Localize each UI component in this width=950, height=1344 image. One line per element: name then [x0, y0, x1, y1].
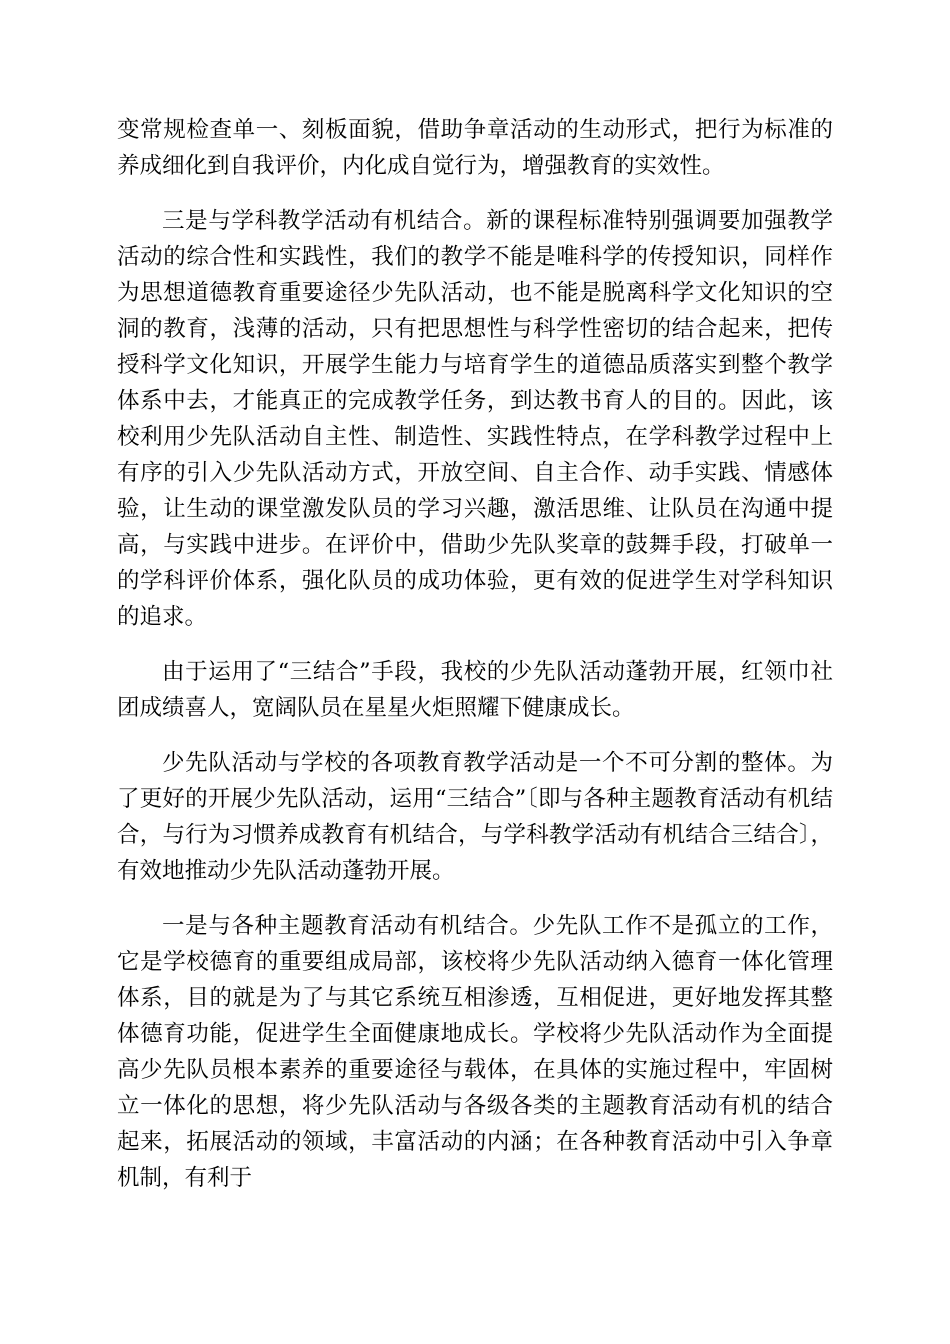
paragraph-continuation: 变常规检查单一、刻板面貌，借助争章活动的生动形式，把行为标准的养成细化到自我评价，内化成自觉行为，增强教育的实效性。	[117, 117, 833, 179]
paragraph-subject-integration: 三是与学科教学活动有机结合。新的课程标准特别强调要加强教学活动的综合性和实践性，我们的教学不能是唯科学的传授知识，同样作为思想道德教育重要途径少先队活动，也不能是脱离科学文化知识的空洞的教育，浅薄的活动，只有把思想性与科学性密切的结合起来，把传授科学文化知识，开展学生能力与培育学生的道德品质落实到整个教学体系中去，才能真正的完成教学任务，到达教书育人的目的。因此，该校利用少先队活动自主性、制造性、实践性特点，在学科教学过程中上有序的引入少先队活动方式，开放空间、自主合作、动手实践、情感体验，让生动的课堂激发队员的学习兴趣，激活思维、让队员在沟通中提高，与实践中进步。在评价中，借助少先队奖章的鼓舞手段，打破单一的学科评价体系，强化队员的成功体验，更有效的促进学生对学科知识的追求。	[117, 208, 833, 630]
paragraph-results: 由于运用了“三结合”手段，我校的少先队活动蓬勃开展，红领巾社团成绩喜人，宽阔队员在星星火炬照耀下健康成长。	[117, 659, 833, 721]
paragraph-overview: 少先队活动与学校的各项教育教学活动是一个不可分割的整体。为了更好的开展少先队活动，运用“三结合”〔即与各种主题教育活动有机结合，与行为习惯养成教育有机结合，与学科教学活动有机结合三结合〕，有效地推动少先队活动蓬勃开展。	[117, 750, 833, 884]
document-body	[117, 112, 833, 1215]
paragraph-theme-integration: 一是与各种主题教育活动有机结合。少先队工作不是孤立的工作，它是学校德育的重要组成局部，该校将少先队活动纳入德育一体化管理体系，目的就是为了与其它系统互相渗透，互相促进，更好地发挥其整体德育功能，促进学生全面健康地成长。学校将少先队活动作为全面提高少先队员根本素养的重要途径与载体，在具体的实施过程中，牢固树立一体化的思想，将少先队活动与各级各类的主题教育活动有机的结合起来，拓展活动的领域，丰富活动的内涵；在各种教育活动中引入争章机制，有利于	[117, 913, 833, 1191]
